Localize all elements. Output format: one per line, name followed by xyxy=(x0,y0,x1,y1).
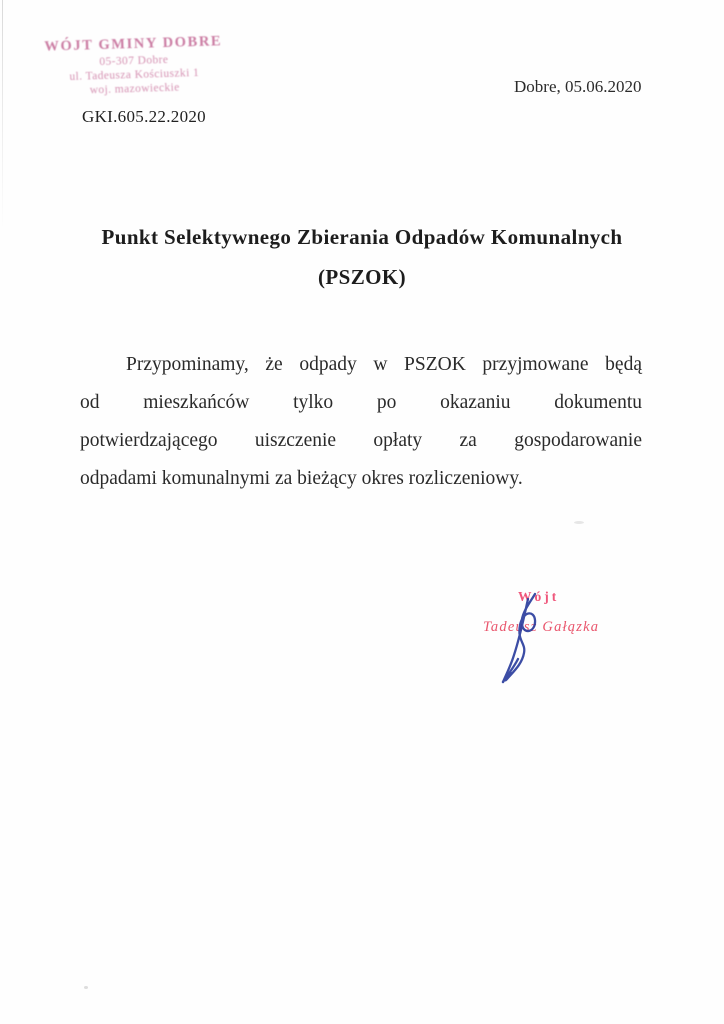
scan-speck xyxy=(574,521,584,524)
body-paragraph xyxy=(80,346,642,498)
body-line: odpadami komunalnymi za bieżący okres rozliczeniowy. xyxy=(80,468,523,489)
signature-role-stamp: Wójt xyxy=(518,589,560,604)
title-line-2: (PSZOK) xyxy=(318,265,406,289)
handwritten-signature-ink xyxy=(490,591,560,686)
document-title xyxy=(0,217,724,297)
stamp-street: ul. Tadeusza Kościuszki 1 xyxy=(69,66,200,83)
stamp-postal-code: 05-307 Dobre xyxy=(99,53,169,68)
stamp-voivodeship: woj. mazowieckie xyxy=(89,81,180,97)
scan-speck xyxy=(84,986,88,989)
body-line: Przypominamy, że odpady w PSZOK przyjmowane będą xyxy=(126,354,642,375)
reference-number: GKI.605.22.2020 xyxy=(82,107,206,126)
title-line-1: Punkt Selektywnego Zbierania Odpadów Komunalnych xyxy=(101,225,623,249)
scan-edge-shadow xyxy=(2,0,3,230)
office-stamp xyxy=(35,33,233,99)
document-date: Dobre, 05.06.2020 xyxy=(514,77,642,96)
signature-block xyxy=(450,585,650,695)
body-line: potwierdzającego uiszczenie opłaty za gospodarowanie xyxy=(80,430,642,451)
signature-name-stamp: Tadeusz Gałązka xyxy=(483,619,600,635)
body-line: od mieszkańców tylko po okazaniu dokumentu xyxy=(80,392,642,413)
stamp-office-name: WÓJT GMINY DOBRE xyxy=(44,33,223,55)
